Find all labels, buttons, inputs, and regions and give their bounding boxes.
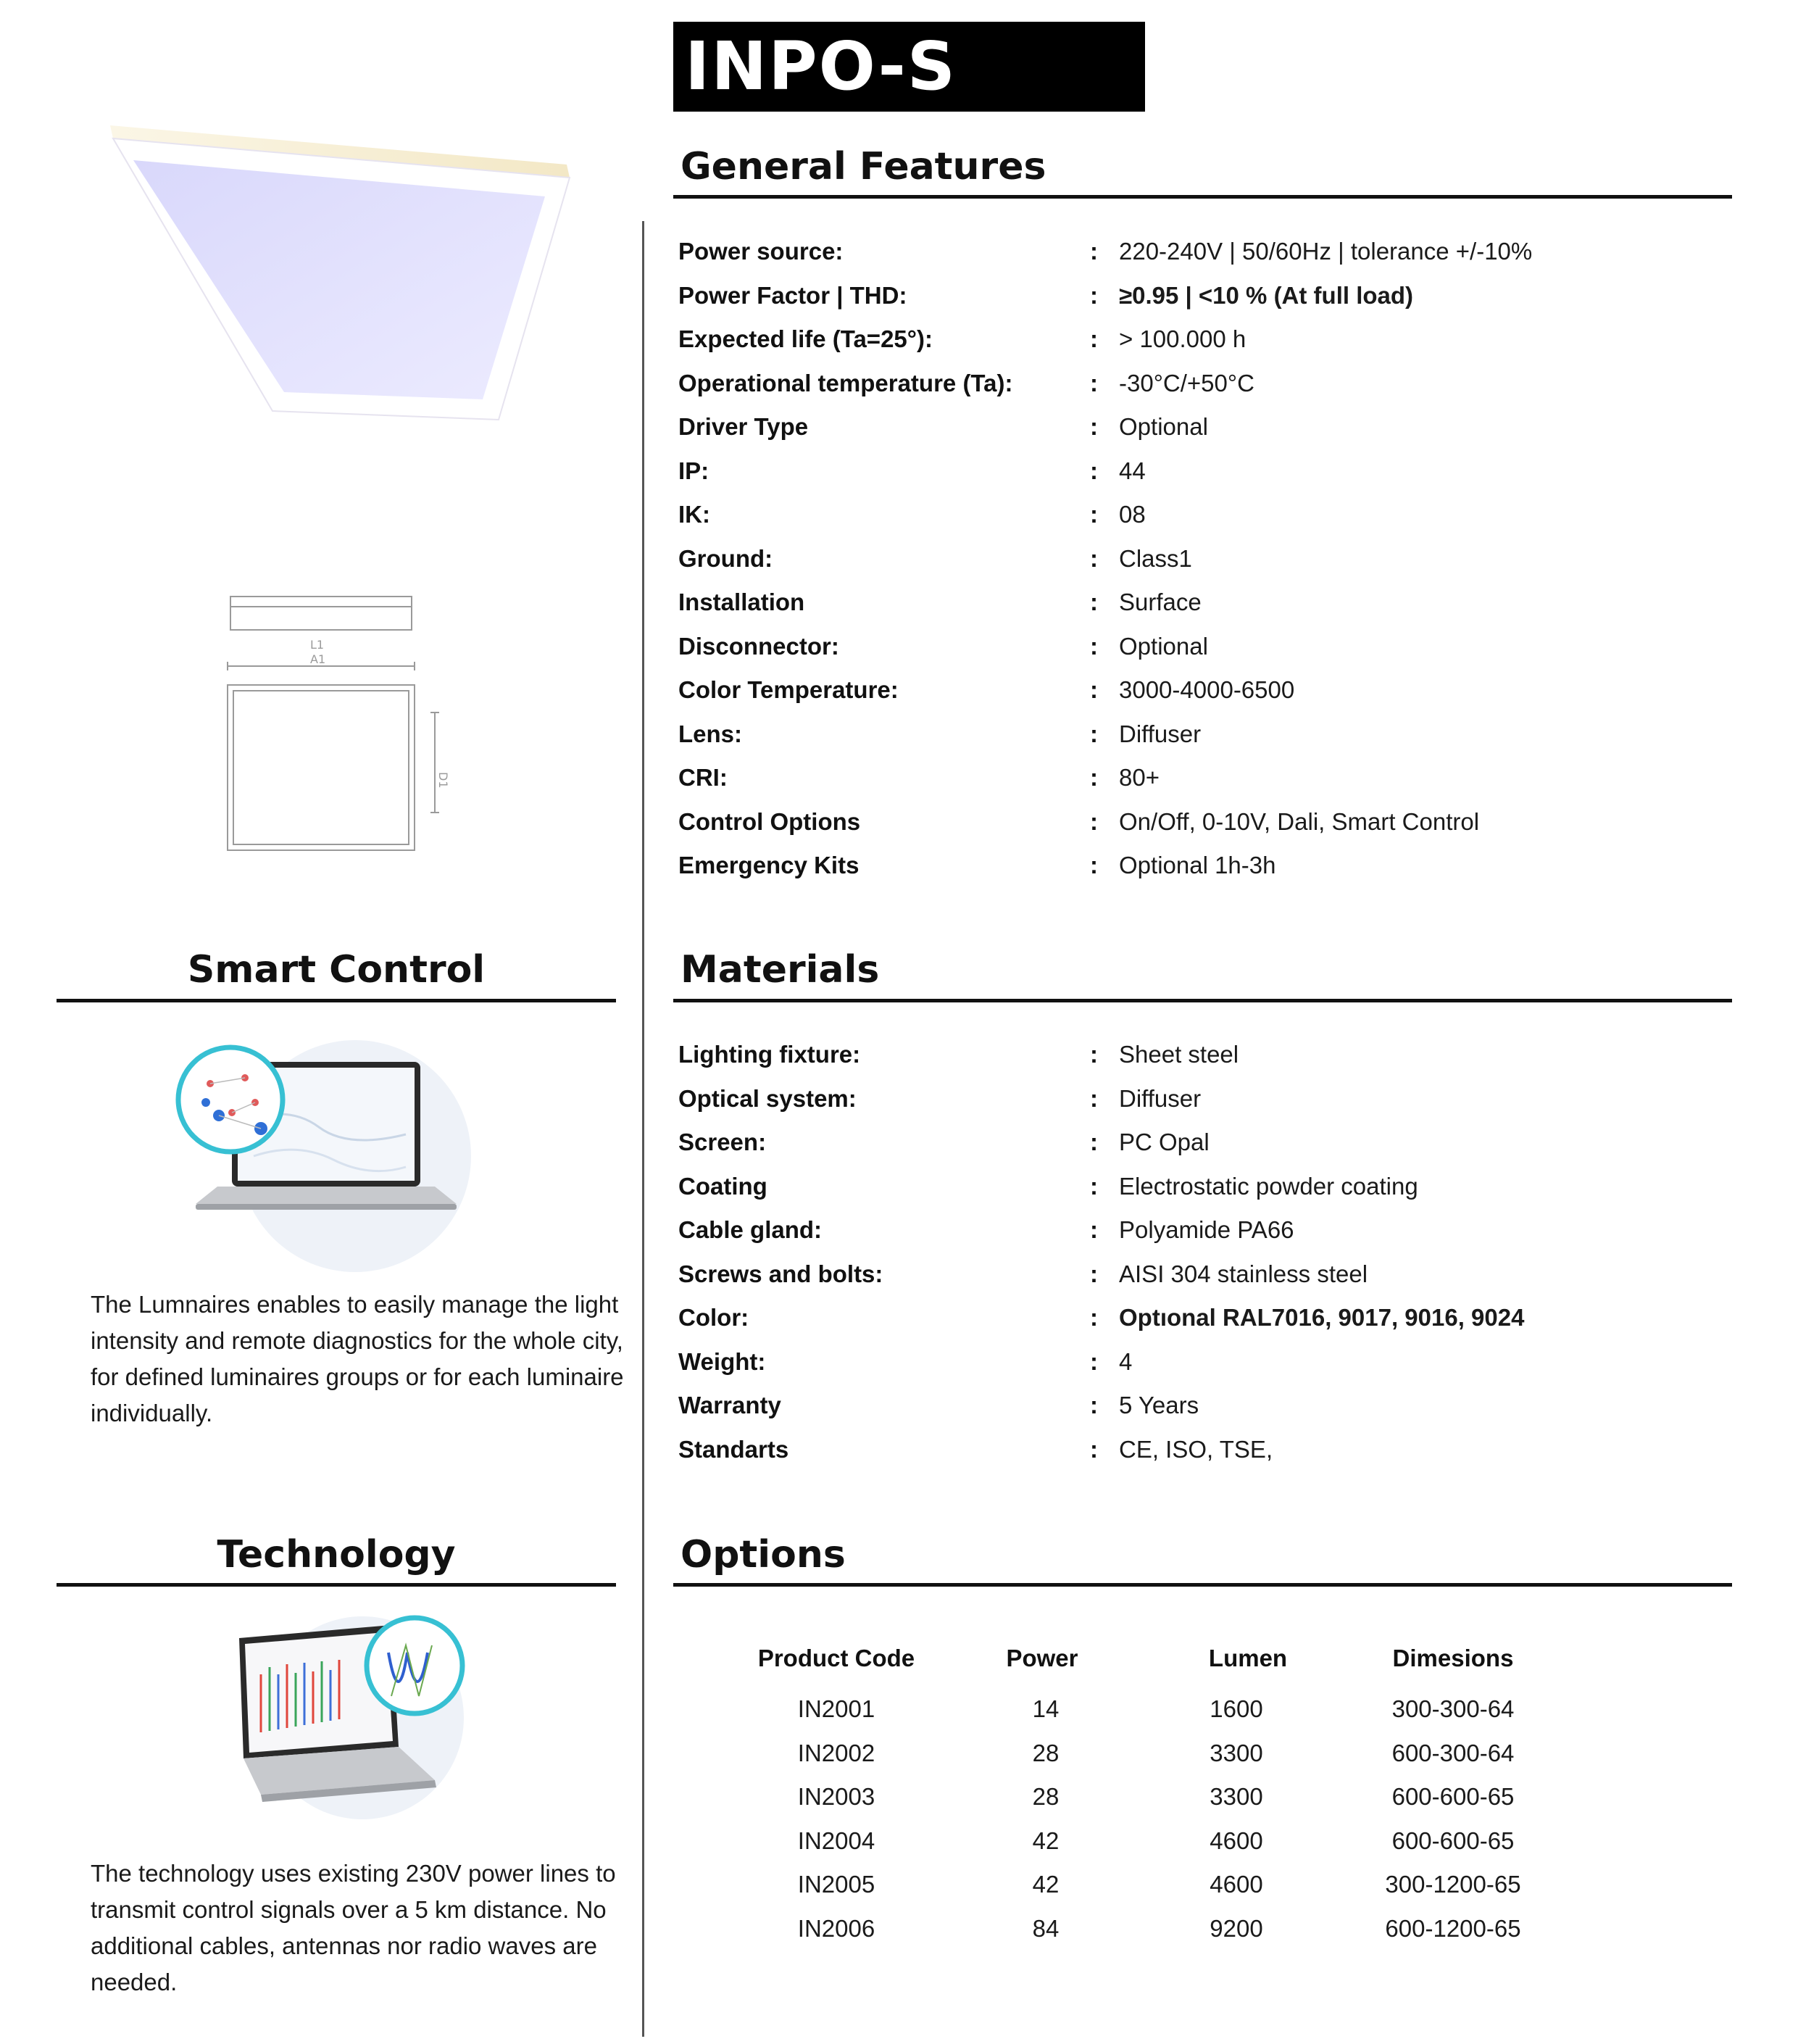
spec-row <box>678 756 1729 799</box>
spec-row <box>678 1077 1729 1121</box>
spec-label: Color Temperature: <box>678 676 899 703</box>
spec-colon: : <box>1090 1392 1098 1418</box>
smart-control-heading: Smart Control <box>187 948 486 992</box>
options-cell: IN2001 <box>797 1695 875 1722</box>
spec-value: PC Opal <box>1119 1129 1210 1155</box>
spec-label: Cable gland: <box>678 1216 823 1243</box>
spec-row <box>678 274 1729 317</box>
options-cell: 3300 <box>1210 1739 1263 1766</box>
options-cell: 600-1200-65 <box>1385 1914 1521 1942</box>
spec-label: Lighting fixture: <box>678 1041 861 1068</box>
spec-value: On/Off, 0-10V, Dali, Smart Control <box>1119 807 1480 835</box>
spec-label: Disconnector: <box>678 632 839 660</box>
spec-label: Color: <box>678 1304 749 1331</box>
spec-colon: : <box>1090 457 1098 484</box>
spec-label: Installation <box>678 589 805 615</box>
options-rule <box>673 1583 1732 1587</box>
spec-value: Sheet steel <box>1119 1041 1239 1068</box>
spec-label: Emergency Kits <box>678 852 860 878</box>
spec-row <box>678 1033 1729 1076</box>
options-cell: IN2005 <box>797 1871 875 1898</box>
smart-control-description: The Lumnaires enables to easily manage the light intensity and remote diagnostics for the whole city, for defined luminaires groups or for each luminaire individually. <box>91 1291 624 1426</box>
spec-colon: : <box>1090 413 1098 440</box>
spec-row <box>678 844 1729 887</box>
general-features-rule <box>673 195 1732 199</box>
drawing-label-a1: A1 <box>310 652 326 666</box>
spec-value: ≥0.95 | <10 % (At full load) <box>1119 281 1414 309</box>
spec-colon: : <box>1090 807 1098 835</box>
spec-value: 44 <box>1119 457 1146 484</box>
spec-value: 220-240V | 50/60Hz | tolerance +/-10% <box>1119 238 1533 265</box>
spec-label: Ground: <box>678 544 773 572</box>
spec-value: Polyamide PA66 <box>1119 1216 1294 1243</box>
spec-value: Optional 1h-3h <box>1119 852 1276 878</box>
spec-row <box>678 713 1729 756</box>
spec-colon: : <box>1090 1216 1098 1243</box>
options-cell: 600-600-65 <box>1391 1783 1515 1810</box>
options-cell: 1600 <box>1210 1695 1263 1722</box>
options-col-dimensions: Dimesions <box>1392 1645 1514 1671</box>
general-features-heading: General Features <box>681 145 1046 188</box>
spec-label: Screws and bolts: <box>678 1260 883 1287</box>
spec-row <box>678 1121 1729 1164</box>
spec-label: Expected life (Ta=25°): <box>678 325 933 352</box>
spec-value: 08 <box>1119 501 1146 528</box>
spec-label: Driver Type <box>678 413 809 440</box>
spec-colon: : <box>1090 632 1098 660</box>
spec-colon: : <box>1090 852 1098 878</box>
spec-label: Weight: <box>678 1347 766 1375</box>
technical-drawing <box>217 591 464 859</box>
spec-value: AISI 304 stainless steel <box>1119 1260 1368 1287</box>
spec-row <box>678 362 1729 405</box>
spec-row <box>678 449 1729 493</box>
spec-colon: : <box>1090 501 1098 528</box>
spec-row <box>678 1428 1729 1471</box>
spec-value: 4 <box>1119 1347 1133 1375</box>
options-cell: 42 <box>1032 1827 1060 1854</box>
options-cell: 9200 <box>1210 1914 1263 1942</box>
options-cell: IN2006 <box>797 1914 875 1942</box>
spec-label: Control Options <box>678 807 861 835</box>
options-cell: 600-600-65 <box>1391 1827 1515 1854</box>
options-col-power: Power <box>1006 1645 1078 1671</box>
options-cell: 28 <box>1032 1739 1060 1766</box>
spec-row <box>678 493 1729 536</box>
spec-colon: : <box>1090 1347 1098 1375</box>
options-cell: 300-300-64 <box>1391 1695 1515 1722</box>
spec-colon: : <box>1090 1172 1098 1200</box>
spec-row <box>678 230 1729 273</box>
spec-row <box>678 800 1729 844</box>
spec-value: 80+ <box>1119 764 1160 791</box>
spec-value: Optional <box>1119 632 1208 660</box>
options-cell: 3300 <box>1210 1783 1263 1810</box>
product-image <box>101 120 580 424</box>
spec-colon: : <box>1090 589 1098 615</box>
spec-value: Optıonal RAL7016, 9017, 9016, 9024 <box>1119 1304 1525 1331</box>
spec-colon: : <box>1090 325 1098 352</box>
options-col-product-code: Product Code <box>757 1645 915 1671</box>
spec-label: Coating <box>678 1172 767 1200</box>
spec-value: -30°C/+50°C <box>1119 369 1254 396</box>
spec-label: IK: <box>678 501 710 528</box>
options-cell: 4600 <box>1210 1827 1263 1854</box>
materials-heading: Materials <box>681 948 880 992</box>
options-cell: IN2002 <box>797 1739 875 1766</box>
spec-colon: : <box>1090 720 1098 747</box>
options-cell: 600-300-64 <box>1391 1739 1515 1766</box>
spec-row <box>678 405 1729 449</box>
spec-label: Optical system: <box>678 1084 857 1112</box>
technology-description: The technology uses existing 230V power lines to transmit control signals over a 5 km distance. No additional cables, antennas nor radio waves are needed. <box>91 1860 616 1995</box>
spec-value: Diffuser <box>1119 720 1202 747</box>
options-cell: 28 <box>1032 1783 1060 1810</box>
spec-label: Lens: <box>678 720 743 747</box>
technology-illustration <box>217 1609 493 1827</box>
technology-rule <box>57 1583 616 1587</box>
spec-colon: : <box>1090 369 1098 396</box>
spec-value: 5 Years <box>1119 1392 1199 1418</box>
options-cell: 4600 <box>1210 1871 1263 1898</box>
spec-label: Warranty <box>678 1392 781 1418</box>
spec-label: Power source: <box>678 238 844 265</box>
spec-row <box>678 668 1729 712</box>
spec-value: Optional <box>1119 413 1208 440</box>
options-heading: Options <box>681 1533 846 1576</box>
spec-colon: : <box>1090 1260 1098 1287</box>
spec-colon: : <box>1090 238 1098 265</box>
spec-row <box>678 1384 1729 1427</box>
spec-label: Power Factor | THD: <box>678 281 907 309</box>
smart-control-illustration <box>174 1033 493 1279</box>
spec-row <box>678 1340 1729 1384</box>
product-title: INPO-S <box>685 28 957 105</box>
spec-row <box>678 1252 1729 1296</box>
spec-value: Electrostatic powder coating <box>1119 1172 1418 1200</box>
spec-colon: : <box>1090 281 1098 309</box>
spec-colon: : <box>1090 1041 1098 1068</box>
options-cell: 300-1200-65 <box>1385 1871 1521 1898</box>
smart-control-rule <box>57 999 616 1002</box>
options-cell: IN2004 <box>797 1827 875 1854</box>
spec-label: IP: <box>678 457 709 484</box>
spec-colon: : <box>1090 544 1098 572</box>
spec-row <box>678 625 1729 668</box>
spec-colon: : <box>1090 764 1098 791</box>
column-divider <box>642 221 644 2037</box>
spec-colon: : <box>1090 1435 1098 1463</box>
spec-value: Class1 <box>1119 544 1192 572</box>
spec-value: > 100.000 h <box>1119 325 1246 352</box>
spec-label: Operational temperature (Ta): <box>678 369 1013 396</box>
spec-row <box>678 317 1729 361</box>
materials-rule <box>673 999 1732 1002</box>
spec-row <box>678 1208 1729 1252</box>
options-cell: 42 <box>1032 1871 1060 1898</box>
spec-colon: : <box>1090 1304 1098 1331</box>
spec-row <box>678 1296 1729 1339</box>
options-cell: 14 <box>1032 1695 1060 1722</box>
spec-label: Screen: <box>678 1129 767 1155</box>
spec-colon: : <box>1090 676 1098 703</box>
spec-colon: : <box>1090 1084 1098 1112</box>
options-cell: IN2003 <box>797 1783 875 1810</box>
spec-colon: : <box>1090 1129 1098 1155</box>
spec-value: Diffuser <box>1119 1084 1202 1112</box>
spec-row <box>678 537 1729 581</box>
drawing-label-d1: D1 <box>436 772 450 789</box>
drawing-label-l1: L1 <box>310 638 325 652</box>
spec-value: 3000-4000-6500 <box>1119 676 1295 703</box>
spec-value: CE, ISO, TSE, <box>1119 1435 1273 1463</box>
spec-label: CRI: <box>678 764 728 791</box>
technology-heading: Technology <box>217 1533 456 1576</box>
spec-value: Surface <box>1119 589 1202 615</box>
options-col-lumen: Lumen <box>1208 1645 1288 1671</box>
spec-row <box>678 581 1729 624</box>
options-cell: 84 <box>1032 1914 1060 1942</box>
spec-label: Standarts <box>678 1435 789 1463</box>
spec-row <box>678 1165 1729 1208</box>
